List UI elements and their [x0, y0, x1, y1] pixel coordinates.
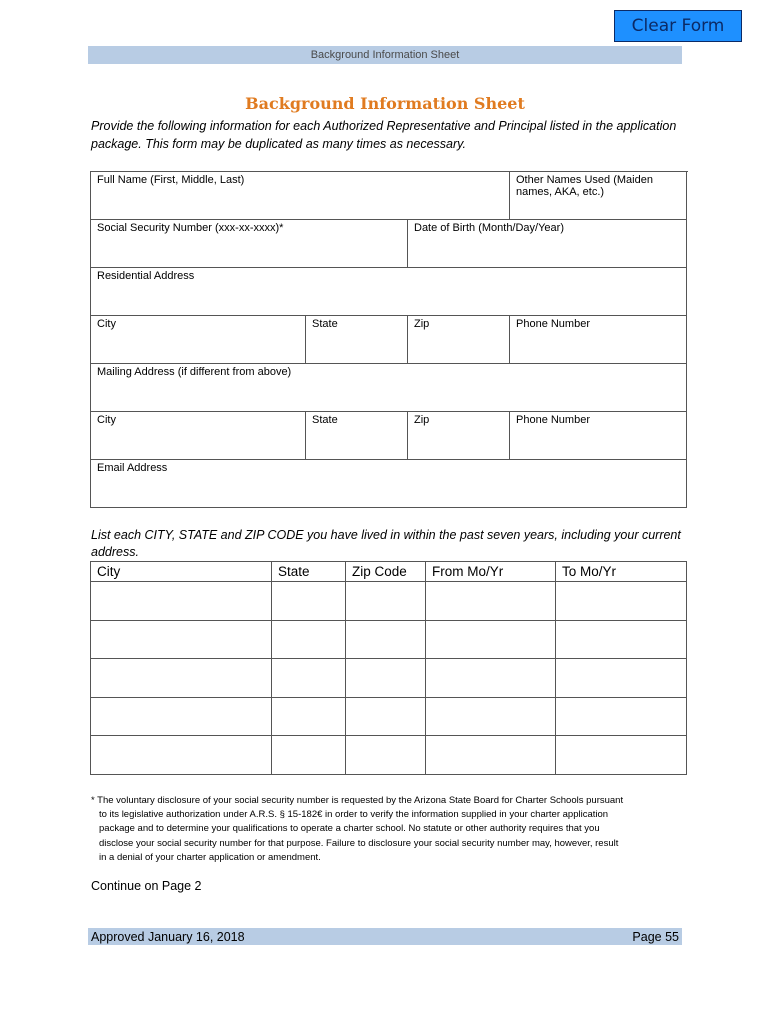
- page-number: Page 55: [632, 929, 679, 944]
- residence-cell[interactable]: [272, 659, 346, 698]
- mail-state-label: State: [312, 414, 338, 426]
- footnote-line: * The voluntary disclosure of your social security number is requested by the Arizona State Board for Charter Schools pursuant: [91, 795, 624, 806]
- res-city-field[interactable]: [91, 316, 306, 364]
- res-city-label: City: [97, 318, 116, 330]
- table-row: [91, 659, 687, 698]
- mail-phone-field[interactable]: [510, 412, 687, 460]
- residence-cell[interactable]: [346, 582, 426, 621]
- residence-cell[interactable]: [91, 620, 272, 659]
- footnote-line: package and to determine your qualifications to operate a charter school. No statute or other authority requires that you: [99, 823, 600, 835]
- full-name-label: Full Name (First, Middle, Last): [97, 174, 245, 186]
- dob-field[interactable]: [408, 220, 687, 268]
- col-header-from: From Mo/Yr: [426, 562, 556, 582]
- residential-address-field[interactable]: [91, 268, 687, 316]
- intro-text: Provide the following information for each Authorized Representative and Principal listed in the application package. This form may be duplicated as many times as necessary.: [91, 119, 677, 151]
- full-name-field[interactable]: [91, 172, 510, 220]
- residence-cell[interactable]: [556, 697, 687, 736]
- page-title: Background Information Sheet: [245, 94, 525, 113]
- residence-cell[interactable]: [346, 659, 426, 698]
- residential-address-label: Residential Address: [97, 270, 195, 282]
- dob-label: Date of Birth (Month/Day/Year): [414, 222, 564, 234]
- residence-cell[interactable]: [272, 736, 346, 775]
- header-band: [88, 46, 682, 64]
- footnote-line: to its legislative authorization under A.R.S. § 15-182€ in order to verify the information supplied in your charter application: [99, 809, 609, 821]
- res-phone-field[interactable]: [510, 316, 687, 364]
- ssn-field[interactable]: [91, 220, 408, 268]
- mail-zip-label: Zip: [414, 414, 430, 426]
- table-row: [91, 582, 687, 621]
- residence-cell[interactable]: [346, 736, 426, 775]
- residence-cell[interactable]: [91, 582, 272, 621]
- other-names-label: Other Names Used (Maiden names, AKA, etc.): [516, 174, 653, 198]
- residence-cell[interactable]: [272, 620, 346, 659]
- residence-cell[interactable]: [346, 620, 426, 659]
- clear-form-button[interactable]: Clear Form: [614, 10, 742, 42]
- email-label: Email Address: [97, 462, 168, 474]
- footnote-line: disclose your social security number for that purpose. Failure to disclosure your social security number may, however, result: [99, 837, 619, 849]
- mail-phone-label: Phone Number: [516, 414, 590, 426]
- res-state-label: State: [312, 318, 338, 330]
- col-header-city: City: [91, 562, 272, 582]
- email-field[interactable]: [91, 460, 687, 508]
- residence-cell[interactable]: [272, 582, 346, 621]
- table-row: [91, 697, 687, 736]
- res-zip-field[interactable]: [408, 316, 510, 364]
- residence-cell[interactable]: [426, 736, 556, 775]
- mailing-address-label: Mailing Address (if different from above): [97, 366, 292, 378]
- residence-cell[interactable]: [556, 620, 687, 659]
- header-band-title: Background Information Sheet: [310, 49, 460, 61]
- residence-cell[interactable]: [556, 659, 687, 698]
- continue-note: Continue on Page 2: [91, 879, 202, 893]
- table-row: [91, 620, 687, 659]
- residence-cell[interactable]: [426, 659, 556, 698]
- residence-cell[interactable]: [91, 659, 272, 698]
- mail-state-field[interactable]: [306, 412, 408, 460]
- residence-cell[interactable]: [272, 697, 346, 736]
- residence-history-table: [90, 561, 687, 775]
- residence-cell[interactable]: [346, 697, 426, 736]
- residence-cell[interactable]: [426, 582, 556, 621]
- mail-zip-field[interactable]: [408, 412, 510, 460]
- ssn-footnote: [91, 794, 687, 865]
- mail-city-label: City: [97, 414, 116, 426]
- res-phone-label: Phone Number: [516, 318, 590, 330]
- personal-info-table: [90, 171, 687, 508]
- other-names-field[interactable]: [510, 172, 687, 220]
- approved-date: Approved January 16, 2018: [91, 929, 245, 944]
- col-header-state: State: [272, 562, 346, 582]
- col-header-to: To Mo/Yr: [556, 562, 687, 582]
- table-row: [91, 736, 687, 775]
- mailing-address-field[interactable]: [91, 364, 687, 412]
- ssn-label: Social Security Number (xxx-xx-xxxx)*: [97, 222, 284, 234]
- footnote-line: in a denial of your charter application or amendment.: [99, 851, 321, 863]
- residence-cell[interactable]: [426, 697, 556, 736]
- residence-cell[interactable]: [91, 697, 272, 736]
- residence-cell[interactable]: [556, 736, 687, 775]
- residence-header-row: [91, 562, 687, 582]
- mail-city-field[interactable]: [91, 412, 306, 460]
- residence-cell[interactable]: [556, 582, 687, 621]
- residence-instructions: List each CITY, STATE and ZIP CODE you have lived in within the past seven years, including your current address.: [91, 528, 681, 559]
- residence-cell[interactable]: [426, 620, 556, 659]
- residence-cell[interactable]: [91, 736, 272, 775]
- res-zip-label: Zip: [414, 318, 430, 330]
- col-header-zip: Zip Code: [346, 562, 426, 582]
- res-state-field[interactable]: [306, 316, 408, 364]
- footer-band: [88, 928, 682, 945]
